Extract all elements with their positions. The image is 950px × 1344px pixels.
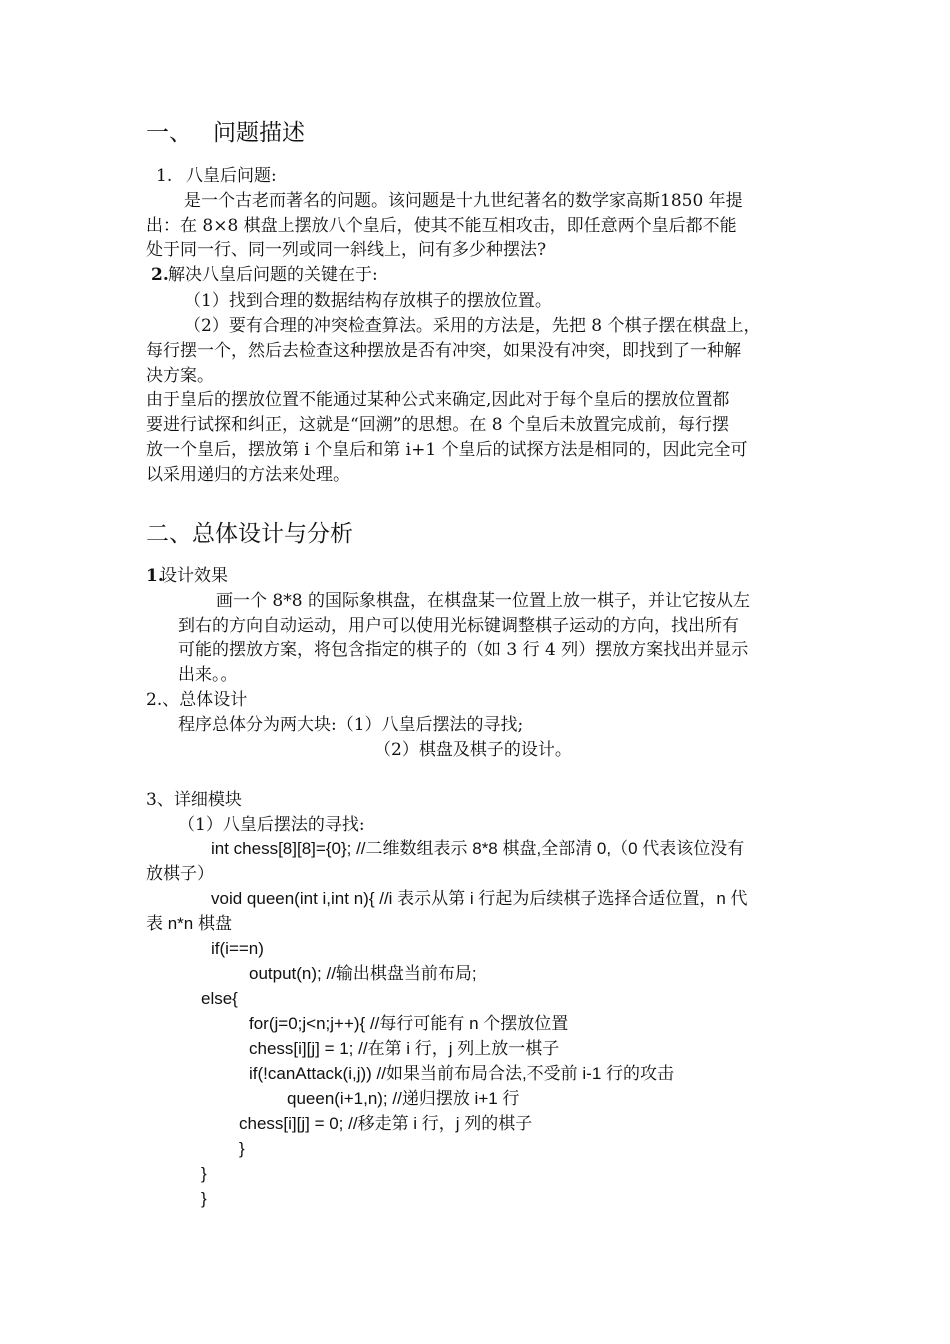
code-line: queen(i+1,n); //递归摆放 i+1 行 — [287, 1089, 520, 1108]
section-heading-number: 一、 — [146, 120, 192, 146]
code-line: int chess[8][8]={0}; //二维数组表示 8*8 棋盘,全部清 0,（0 代表该位没有 — [211, 839, 745, 858]
key-point: 每行摆一个，然后去检查这种摆放是否有冲突，如果没有冲突，即找到了一种解 — [146, 341, 741, 361]
paragraph-line: 出：在 8×8 棋盘上摆放八个皇后，使其不能互相攻击，即任意两个皇后都不能 — [146, 216, 737, 236]
paragraph-line: 画一个 8*8 的国际象棋盘，在棋盘某一位置上放一棋子，并让它按从左 — [216, 591, 750, 611]
subheading: 设计效果 — [160, 566, 228, 586]
code-line: } — [201, 1189, 207, 1208]
list-item-label: 解决八皇后问题的关键在于: — [168, 265, 378, 285]
code-line: } — [239, 1139, 245, 1158]
code-line: if(!canAttack(i,j)) //如果当前布局合法,不受前 i-1 行的攻击 — [249, 1064, 675, 1083]
code-line: 表 n*n 棋盘 — [146, 914, 232, 933]
code-line: for(j=0;j<n;j++){ //每行可能有 n 个摆放位置 — [249, 1014, 569, 1033]
paragraph-line: 到右的方向自动运动，用户可以使用光标键调整棋子运动的方向，找出所有 — [178, 616, 739, 636]
code-line: chess[i][j] = 0; //移走第 i 行，j 列的棋子 — [239, 1114, 533, 1133]
key-point: （2）要有合理的冲突检查算法。采用的方法是，先把 8 个棋子摆在棋盘上， — [184, 316, 761, 336]
key-point: 决方案。 — [146, 366, 214, 386]
list-item-label: 八皇后问题: — [186, 166, 277, 186]
paragraph-line: 以采用递归的方法来处理。 — [146, 465, 350, 485]
paragraph-line: 程序总体分为两大块:（1）八皇后摆法的寻找; — [178, 715, 524, 735]
paragraph-line: 由于皇后的摆放位置不能通过某种公式来确定,因此对于每个皇后的摆放位置都 — [146, 390, 730, 410]
paragraph-line: 处于同一行、同一列或同一斜线上，问有多少种摆法? — [146, 240, 547, 260]
paragraph-line: 要进行试探和纠正，这就是“回溯”的思想。在 8 个皇后未放置完成前，每行摆 — [146, 415, 730, 435]
subheading: 2.、总体设计 — [146, 690, 248, 710]
paragraph-line: 出来。。 — [178, 665, 238, 685]
code-line: output(n); //输出棋盘当前布局; — [249, 964, 477, 983]
paragraph-line: 可能的摆放方案，将包含指定的棋子的（如 3 行 4 列）摆放方案找出并显示 — [178, 640, 749, 660]
code-line: 放棋子） — [146, 864, 214, 883]
list-number: 2. — [151, 265, 169, 285]
paragraph-line: 放一个皇后，摆放第 i 个皇后和第 i+1 个皇后的试探方法是相同的，因此完全可 — [146, 440, 748, 460]
section-heading-title: 问题描述 — [213, 120, 305, 146]
module-title: （1）八皇后摆法的寻找: — [178, 815, 365, 835]
code-line: if(i==n) — [211, 939, 264, 958]
code-line: } — [201, 1164, 207, 1183]
paragraph-line: （2）棋盘及棋子的设计。 — [374, 740, 572, 760]
key-point: （1）找到合理的数据结构存放棋子的摆放位置。 — [184, 291, 552, 311]
paragraph-line: 是一个古老而著名的问题。该问题是十九世纪著名的数学家高斯1850 年提 — [184, 191, 743, 211]
list-number: 1. — [156, 166, 173, 186]
subheading: 3、详细模块 — [146, 790, 242, 810]
section-heading-title: 二、总体设计与分析 — [146, 521, 353, 547]
code-line: void queen(int i,int n){ //i 表示从第 i 行起为后续棋子选择合适位置，n 代 — [211, 889, 748, 908]
code-line: else{ — [201, 989, 238, 1008]
code-line: chess[i][j] = 1; //在第 i 行，j 列上放一棋子 — [249, 1039, 560, 1058]
subheading-number: 1. — [146, 566, 164, 586]
